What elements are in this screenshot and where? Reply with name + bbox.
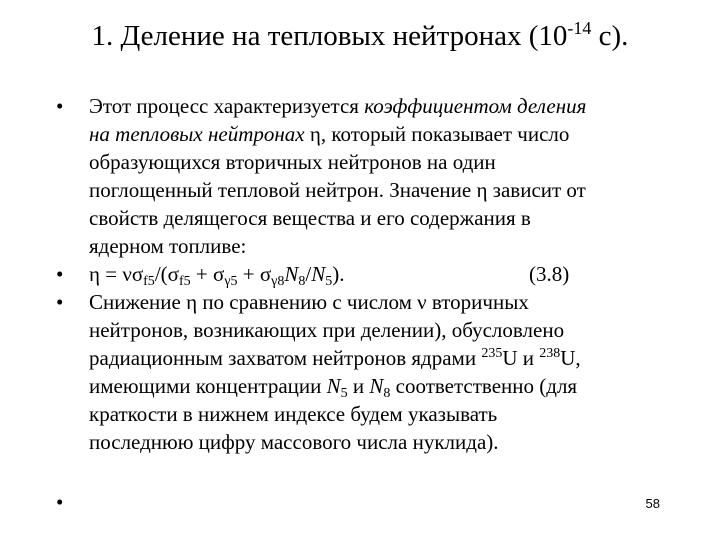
formula-variable: N xyxy=(311,262,326,286)
text-segment: Этот процесс характеризуется xyxy=(89,94,365,118)
formula-part: / xyxy=(305,262,312,286)
bullet-marker: • xyxy=(56,94,64,118)
text-line: свойств делящегося вещества и его содержания в xyxy=(89,206,531,230)
text-segment: и xyxy=(347,374,370,398)
empty-bullet-marker: • xyxy=(56,490,64,514)
bullet-marker: • xyxy=(56,262,64,286)
bullet-item-formula xyxy=(56,260,696,288)
slide-title xyxy=(0,16,720,56)
formula-part: + σ xyxy=(190,262,225,286)
isotope-mass-number: 238 xyxy=(539,346,561,361)
text-line xyxy=(89,372,696,400)
text-line: образующихся вторичных нейтронов на один xyxy=(89,150,496,174)
variable-subscript: 5 xyxy=(340,386,348,401)
text-segment: U, xyxy=(560,346,581,370)
text-line: последнюю цифру массового числа нуклида). xyxy=(89,430,499,454)
text-segment: U и xyxy=(502,346,540,370)
formula-subscript: γ8 xyxy=(271,274,285,289)
text-line: Снижение η по сравнению с числом ν вторичных xyxy=(89,290,529,314)
formula-variable: N xyxy=(284,262,299,286)
text-line xyxy=(89,120,696,148)
formula-subscript: f5 xyxy=(178,274,191,289)
formula-subscript: 5 xyxy=(325,274,333,289)
formula-line xyxy=(89,260,696,288)
formula-subscript: γ5 xyxy=(224,274,238,289)
text-line xyxy=(89,344,696,372)
text-line: нейтронов, возникающих при делении), обусловлено xyxy=(89,318,565,342)
variable-subscript: 8 xyxy=(383,386,391,401)
text-segment: соответственно (для xyxy=(390,374,578,398)
bullet-item-reduction xyxy=(56,288,696,456)
title-end: с). xyxy=(591,20,629,52)
bullet-item-definition xyxy=(56,92,696,260)
formula-subscript: f5 xyxy=(143,274,155,289)
text-line xyxy=(89,92,696,120)
isotope-mass-number: 235 xyxy=(481,346,503,361)
italic-variable: N xyxy=(326,374,341,398)
formula-part: + σ xyxy=(237,262,272,286)
equation-number: (3.8) xyxy=(529,262,570,286)
text-segment: радиационным захватом нейтронов ядрами xyxy=(89,346,482,370)
bullet-list xyxy=(56,92,696,456)
text-line: ядерном топливе: xyxy=(89,234,247,258)
formula-part: η = νσ xyxy=(89,262,144,286)
formula-part: /(σ xyxy=(154,262,179,286)
text-segment: η, который показывает число xyxy=(304,122,570,146)
title-exponent: -14 xyxy=(567,18,592,38)
formula-part: ). xyxy=(332,262,345,286)
page-number: 58 xyxy=(645,496,660,511)
text-line: поглощенный тепловой нейтрон. Значение η зависит от xyxy=(89,178,586,202)
title-main: 1. Деление на тепловых нейтронах (10 xyxy=(91,20,568,52)
bullet-marker: • xyxy=(56,290,64,314)
italic-term: на тепловых нейтронах xyxy=(89,122,305,146)
italic-variable: N xyxy=(369,374,384,398)
italic-term: коэффициентом деления xyxy=(364,94,587,118)
formula-subscript: 8 xyxy=(298,274,306,289)
text-segment: имеющими концентрации xyxy=(89,374,327,398)
text-line: краткости в нижнем индексе будем указывать xyxy=(89,402,498,426)
